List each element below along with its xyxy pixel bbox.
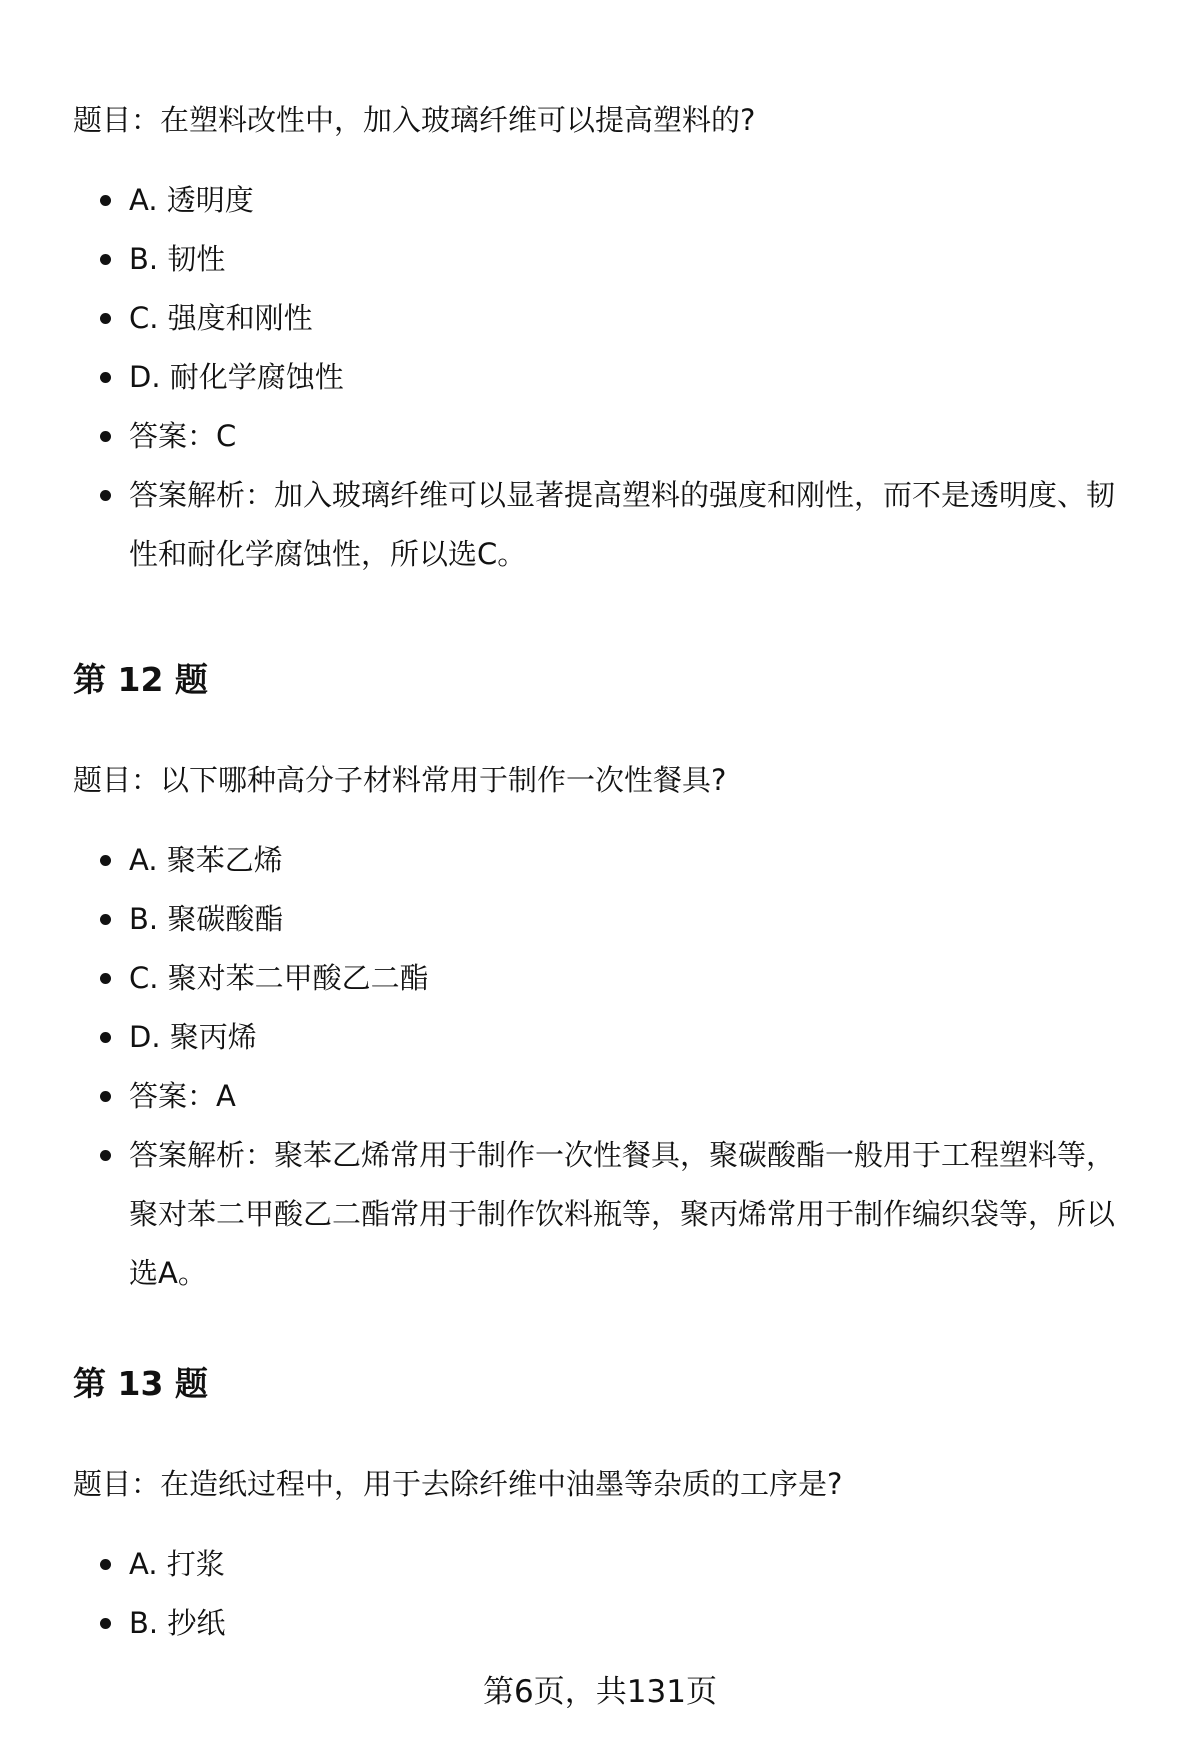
option-b: B. 聚碳酸酯 <box>73 890 1143 949</box>
question-12 <box>73 760 1143 800</box>
option-b: B. 韧性 <box>73 230 1143 289</box>
option-b: B. 抄纸 <box>73 1594 1143 1653</box>
question-13-options <box>73 1535 1143 1653</box>
question-11-options <box>73 171 1143 584</box>
question-text: 题目：在造纸过程中，用于去除纤维中油墨等杂质的工序是? <box>73 1467 843 1501</box>
option-d: D. 耐化学腐蚀性 <box>73 348 1143 407</box>
option-d: D. 聚丙烯 <box>73 1008 1143 1067</box>
question-text: 题目：以下哪种高分子材料常用于制作一次性餐具? <box>73 763 727 797</box>
answer: 答案：C <box>73 407 1143 466</box>
page-footer: 第6页，共131页 <box>483 1674 717 1710</box>
question-heading: 第 12 题 <box>73 660 208 699</box>
answer: 答案：A <box>73 1067 1143 1126</box>
option-c: C. 强度和刚性 <box>73 289 1143 348</box>
option-c: C. 聚对苯二甲酸乙二酯 <box>73 949 1143 1008</box>
question-heading: 第 13 题 <box>73 1364 208 1403</box>
option-a: A. 打浆 <box>73 1535 1143 1594</box>
answer-explanation: 答案解析：聚苯乙烯常用于制作一次性餐具，聚碳酸酯一般用于工程塑料等，聚对苯二甲酸乙二酯常用于制作饮料瓶等，聚丙烯常用于制作编织袋等，所以选A。 <box>73 1126 1143 1303</box>
question-13 <box>73 1464 1143 1504</box>
question-11 <box>73 100 1143 140</box>
question-text: 题目：在塑料改性中，加入玻璃纤维可以提高塑料的? <box>73 103 756 137</box>
option-a: A. 透明度 <box>73 171 1143 230</box>
answer-explanation: 答案解析：加入玻璃纤维可以显著提高塑料的强度和刚性，而不是透明度、韧性和耐化学腐蚀性，所以选C。 <box>73 466 1143 584</box>
option-a: A. 聚苯乙烯 <box>73 831 1143 890</box>
question-12-options <box>73 831 1143 1303</box>
